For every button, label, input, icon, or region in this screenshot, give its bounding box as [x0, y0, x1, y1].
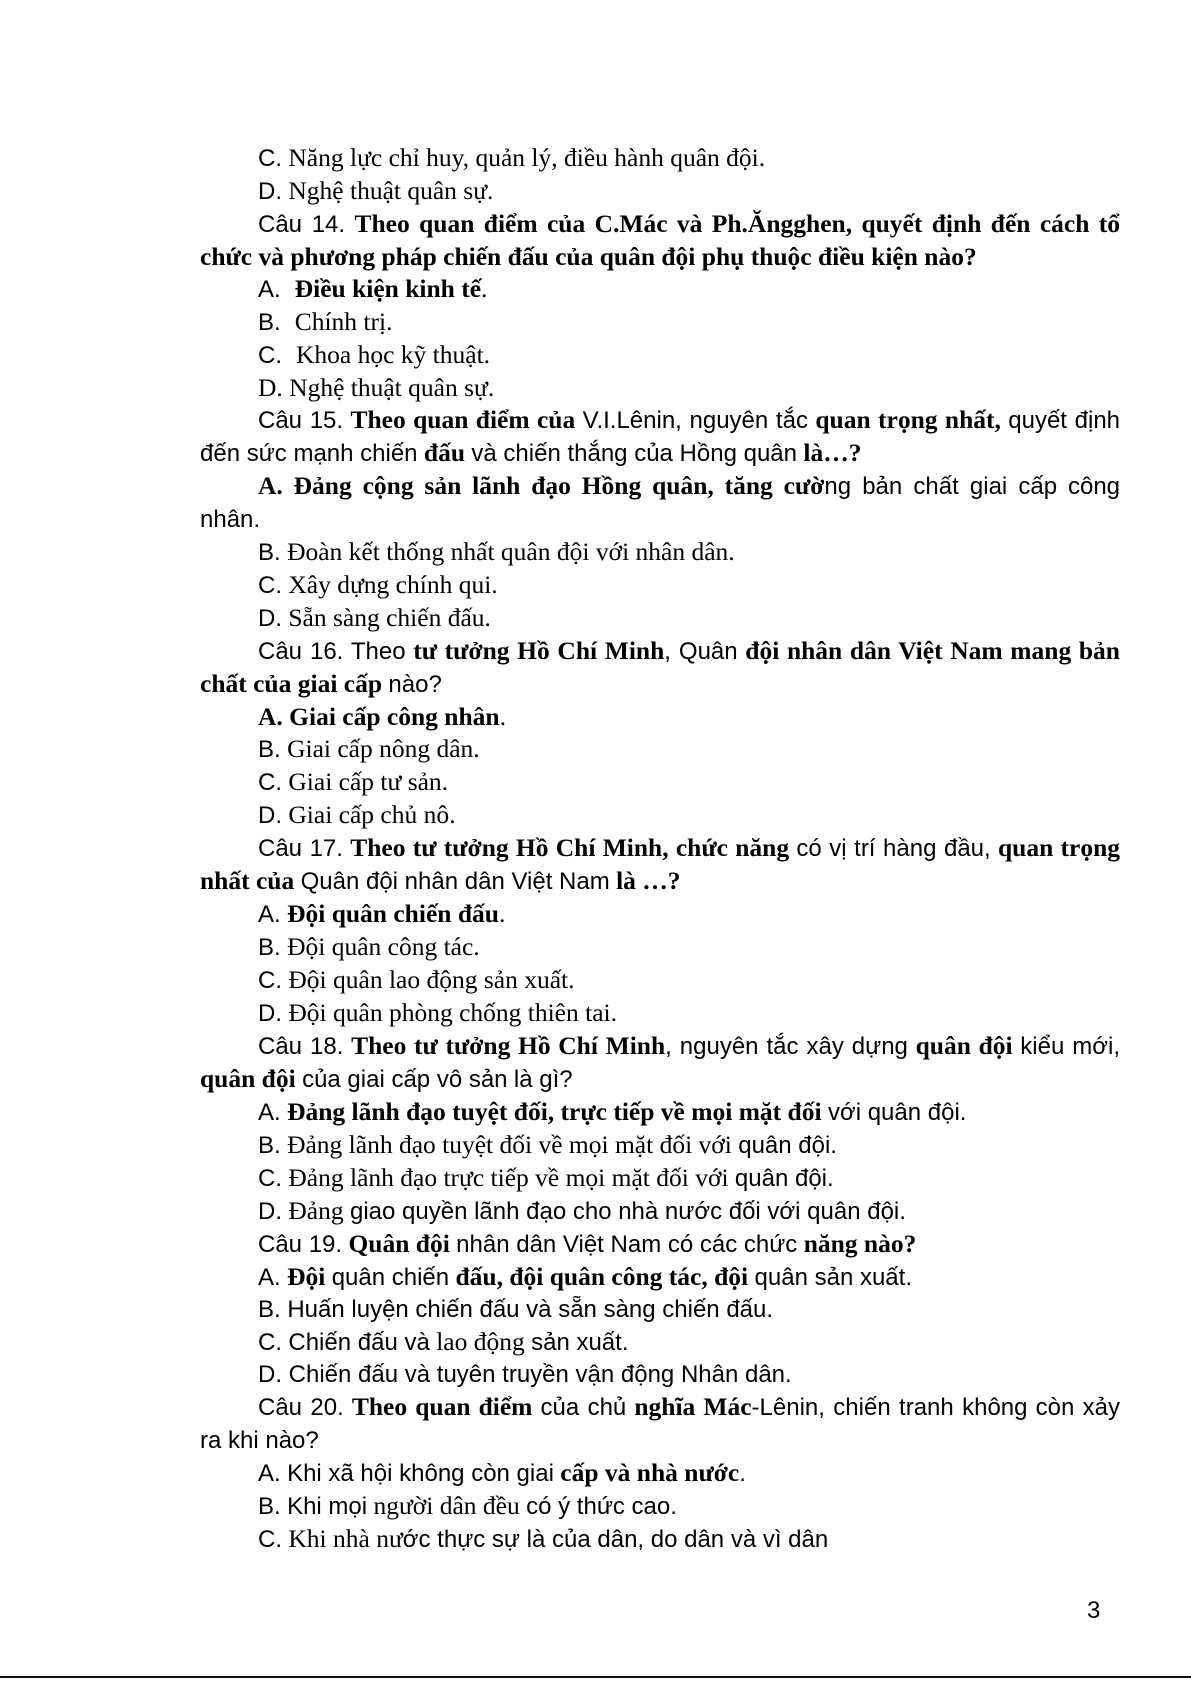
- option-19-d: D. Chiến đấu và tuyên truyền vận động Nhân dân.: [258, 1361, 792, 1388]
- question-15: Câu 15. Theo quan điểm của V.I.Lênin, nguyên tắc quan trọng nhất, quyết định đến sức mạnh chiến đấu và chiến thắng của Hồng quân là…?: [200, 405, 1121, 467]
- option-16-d: D. Giai cấp chủ nô.: [258, 800, 456, 829]
- question-16: Câu 16. Theo tư tưởng Hồ Chí Minh, Quân đội nhân dân Việt Nam mang bản chất của giai cấp nào?: [200, 636, 1120, 698]
- page-bottom-rule: [0, 1676, 1191, 1678]
- option-17-a: A. Đội quân chiến đấu.: [258, 899, 506, 928]
- question-19: Câu 19. Quân đội nhân dân Việt Nam có các chức năng nào?: [258, 1229, 917, 1258]
- option-14-d: D. Nghệ thuật quân sự.: [258, 373, 495, 402]
- question-list: [200, 142, 1120, 1556]
- option-19-c: C. Chiến đấu và lao động sản xuất.: [258, 1327, 629, 1356]
- option-14-a: A. Điều kiện kinh tế.: [258, 274, 488, 303]
- option-19-a: A. Đội quân chiến đấu, đội quân công tác, đội quân sản xuất.: [258, 1262, 912, 1291]
- option-20-b: B. Khi mọi người dân đều có ý thức cao.: [258, 1491, 677, 1520]
- option-16-b: B. Giai cấp nông dân.: [258, 734, 480, 763]
- question-17: Câu 17. Theo tư tưởng Hồ Chí Minh, chức năng có vị trí hàng đầu, quan trọng nhất của Quân đội nhân dân Việt Nam là …?: [200, 833, 1121, 895]
- option-20-c: C. Khi nhà nước thực sự là của dân, do dân và vì dân: [258, 1524, 829, 1553]
- page-number: 3: [1087, 1597, 1101, 1624]
- question-18: Câu 18. Theo tư tưởng Hồ Chí Minh, nguyên tắc xây dựng quân đội kiểu mới, quân đội của giai cấp vô sản là gì?: [200, 1031, 1121, 1093]
- option-16-c: C. Giai cấp tư sản.: [258, 767, 449, 796]
- option-15-b: B. Đoàn kết thống nhất quân đội với nhân dân.: [258, 537, 735, 566]
- option-17-c: C. Đội quân lao động sản xuất.: [258, 965, 575, 994]
- option-18-d: D. Đảng giao quyền lãnh đạo cho nhà nước đối với quân đội.: [258, 1196, 906, 1225]
- option-d-prev: D. Nghệ thuật quân sự.: [258, 176, 494, 205]
- option-20-a: A. Khi xã hội không còn giai cấp và nhà nước.: [258, 1458, 746, 1487]
- option-18-c: C. Đảng lãnh đạo trực tiếp về mọi mặt đối với quân đội.: [258, 1163, 834, 1192]
- option-18-a: A. Đảng lãnh đạo tuyệt đối, trực tiếp về mọi mặt đối với quân đội.: [258, 1097, 967, 1126]
- option-16-a: A. Giai cấp công nhân.: [258, 702, 506, 731]
- option-14-c: C. Khoa học kỹ thuật.: [258, 340, 491, 369]
- option-15-d: D. Sẵn sàng chiến đấu.: [258, 603, 491, 632]
- option-c-prev: C. Năng lực chỉ huy, quản lý, điều hành quân đội.: [258, 143, 766, 172]
- question-14-text: Theo quan điểm của C.Mác và Ph.Ăngghen, quyết định đến cách tổ chức và phương pháp chiến đấu của quân đội phụ thuộc điều kiện nào?: [200, 209, 1121, 271]
- option-14-b: B. Chính trị.: [258, 307, 393, 336]
- question-20: Câu 20. Theo quan điểm của chủ nghĩa Mác-Lênin, chiến tranh không còn xảy ra khi nào?: [200, 1392, 1121, 1454]
- question-14: Câu 14. Theo quan điểm của C.Mác và Ph.Ăngghen, quyết định đến cách tổ chức và phương pháp chiến đấu của quân đội phụ thuộc điều kiện nào?: [200, 209, 1121, 271]
- option-19-b: B. Huấn luyện chiến đấu và sẵn sàng chiến đấu.: [258, 1296, 774, 1323]
- option-15-c: C. Xây dựng chính qui.: [258, 570, 498, 599]
- option-15-a: A. Đảng cộng sản lãnh đạo Hồng quân, tăng cường bản chất giai cấp công nhân.: [200, 471, 1121, 533]
- option-17-d: D. Đội quân phòng chống thiên tai.: [258, 998, 617, 1027]
- option-17-b: B. Đội quân công tác.: [258, 932, 480, 961]
- option-18-b: B. Đảng lãnh đạo tuyệt đối về mọi mặt đối với quân đội.: [258, 1130, 837, 1159]
